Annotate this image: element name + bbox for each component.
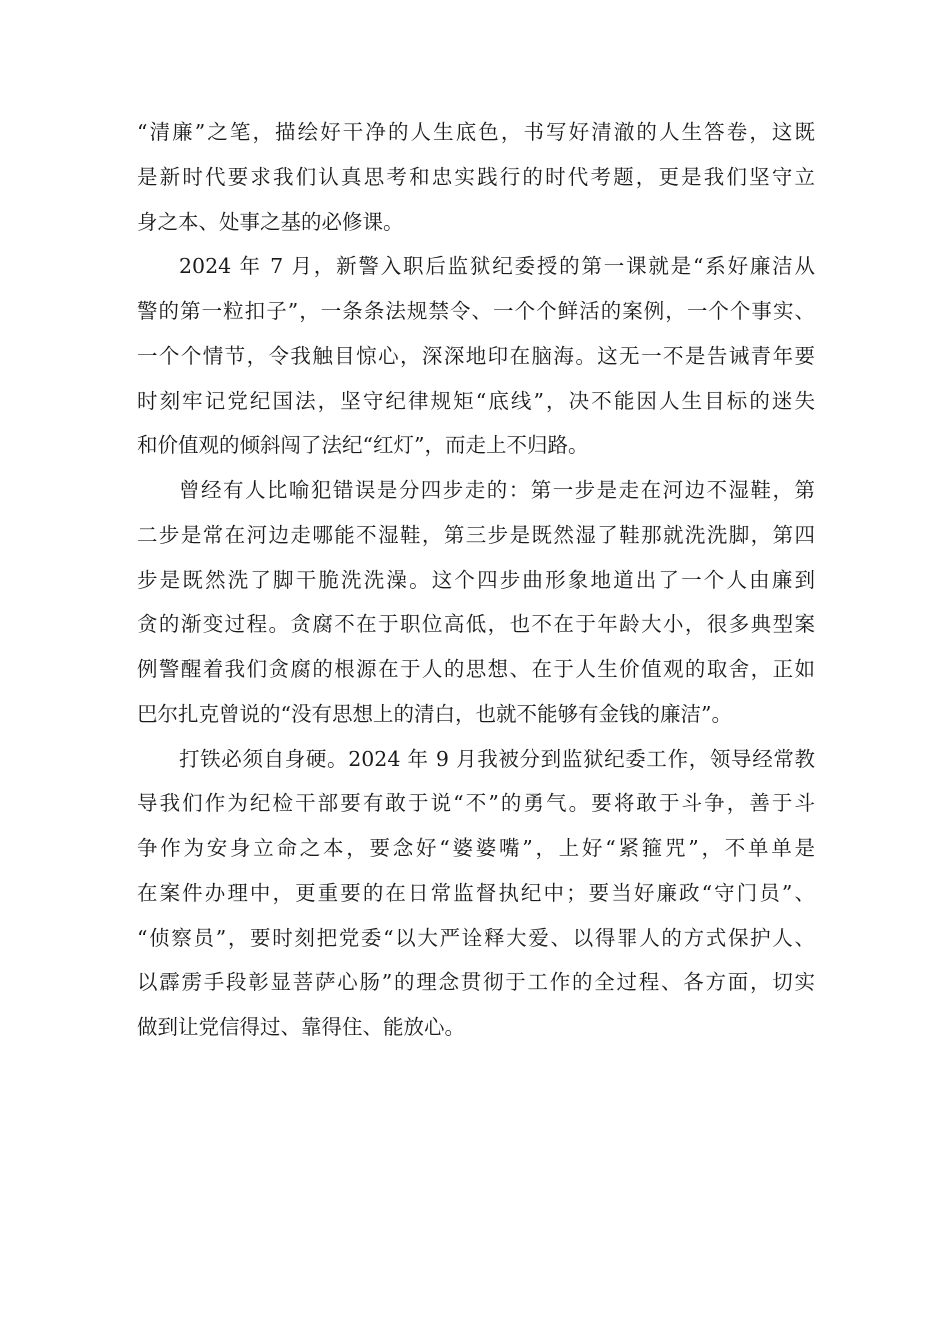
paragraph-4 [137,737,815,1050]
text-line: 是新时代要求我们认真思考和忠实践行的时代考题，更是我们坚守立 [137,164,815,189]
paragraph-3 [137,468,815,737]
text-line: 2024 年 7 月，新警入职后监狱纪委授的第一课就是“系好廉洁从 [179,254,815,279]
text-line: 打铁必须自身硬。2024 年 9 月我被分到监狱纪委工作，领导经常教 [179,746,815,771]
text-line: 巴尔扎克曾说的“没有思想上的清白，也就不能够有金钱的廉洁”。 [137,701,732,726]
text-line: 身之本、处事之基的必修课。 [137,209,404,234]
text-line: “清廉”之笔，描绘好干净的人生底色，书写好清澈的人生答卷，这既 [137,120,815,144]
document-page [137,110,815,1050]
text-line: 在案件办理中，更重要的在日常监督执纪中；要当好廉政“守门员”、 [137,880,815,905]
text-line: 做到让党信得过、靠得住、能放心。 [137,1015,465,1039]
text-line: 二步是常在河边走哪能不湿鞋，第三步是既然湿了鞋那就洗洗脚，第四 [137,522,815,547]
text-line: 时刻牢记党纪国法，坚守纪律规矩“底线”，决不能因人生目标的迷失 [137,388,815,413]
text-line: 一个个情节，令我触目惊心，深深地印在脑海。这无一不是告诫青年要 [137,343,815,368]
text-line: 争作为安身立命之本，要念好“婆婆嘴”，上好“紧箍咒”，不单单是 [137,836,815,860]
text-line: 步是既然洗了脚干脆洗洗澡。这个四步曲形象地道出了一个人由廉到 [137,567,815,592]
text-line: 曾经有人比喻犯错误是分四步走的：第一步是走在河边不湿鞋，第 [179,478,815,502]
paragraph-2 [137,244,815,468]
text-line: “侦察员”，要时刻把党委“以大严诠释大爱、以得罪人的方式保护人、 [137,925,815,950]
text-line: 例警醒着我们贪腐的根源在于人的思想、在于人生价值观的取舍，正如 [137,657,815,681]
paragraph-1 [137,110,815,244]
text-line: 导我们作为纪检干部要有敢于说“不”的勇气。要将敢于斗争，善于斗 [137,791,815,816]
text-line: 警的第一粒扣子”，一条条法规禁令、一个个鲜活的案例，一个个事实、 [137,299,815,323]
text-line: 贪的渐变过程。贪腐不在于职位高低，也不在于年龄大小，很多典型案 [137,612,815,637]
text-line: 以霹雳手段彰显菩萨心肠”的理念贯彻于工作的全过程、各方面，切实 [137,970,815,995]
text-line: 和价值观的倾斜闯了法纪“红灯”，而走上不归路。 [137,433,589,458]
